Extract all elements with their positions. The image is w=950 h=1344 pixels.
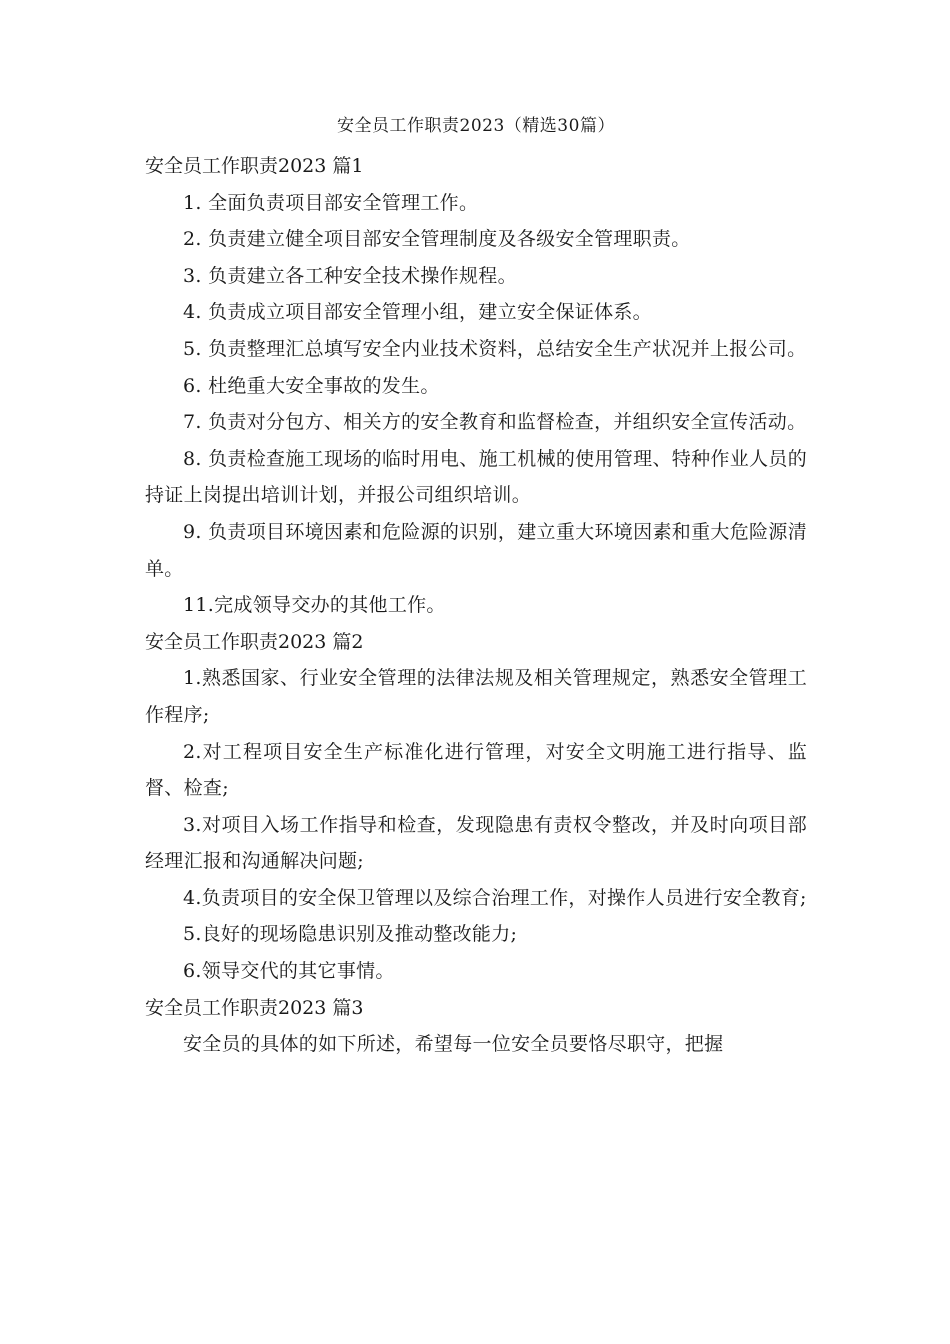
- paragraph: 安全员的具体的如下所述，希望每一位安全员要恪尽职守，把握: [183, 1033, 724, 1056]
- paragraph: 5.良好的现场隐患识别及推动整改能力;: [183, 923, 518, 946]
- paragraph: 5. 负责整理汇总填写安全内业技术资料，总结安全生产状况并上报公司。: [183, 337, 807, 360]
- section-3: [145, 990, 807, 1063]
- paragraph: 1.熟悉国家、行业安全管理的法律法规及相关管理规定，熟悉安全管理工作程序;: [145, 667, 807, 726]
- paragraph: 7. 负责对分包方、相关方的安全教育和监督检查，并组织安全宣传活动。: [183, 411, 807, 434]
- paragraph: 4. 负责成立项目部安全管理小组，建立安全保证体系。: [183, 301, 652, 324]
- section-1: [145, 148, 807, 624]
- paragraph: 11.完成领导交办的其他工作。: [183, 594, 446, 617]
- paragraph: 6. 杜绝重大安全事故的发生。: [183, 374, 440, 397]
- paragraph: 3. 负责建立各工种安全技术操作规程。: [183, 264, 517, 287]
- paragraph: 1. 全面负责项目部安全管理工作。: [183, 191, 479, 214]
- section-heading: 安全员工作职责2023 篇2: [145, 630, 364, 653]
- paragraph: 8. 负责检查施工现场的临时用电、施工机械的使用管理、特种作业人员的持证上岗提出培训计划，并报公司组织培训。: [145, 447, 807, 507]
- paragraph: 4.负责项目的安全保卫管理以及综合治理工作，对操作人员进行安全教育;: [183, 886, 807, 909]
- paragraph: 9. 负责项目环境因素和危险源的识别，建立重大环境因素和重大危险源清单。: [145, 520, 807, 580]
- document-page: [145, 112, 807, 1063]
- paragraph: 2. 负责建立健全项目部安全管理制度及各级安全管理职责。: [183, 228, 691, 251]
- paragraph: 3.对项目入场工作指导和检查，发现隐患有责权令整改，并及时向项目部经理汇报和沟通解决问题;: [145, 813, 807, 873]
- paragraph: 6.领导交代的其它事情。: [183, 960, 395, 983]
- paragraph: 2.对工程项目安全生产标准化进行管理，对安全文明施工进行指导、监督、检查;: [145, 740, 807, 800]
- section-2: [145, 624, 807, 990]
- document-title: 安全员工作职责2023（精选30篇）: [337, 116, 615, 136]
- section-heading: 安全员工作职责2023 篇3: [145, 996, 364, 1019]
- section-heading: 安全员工作职责2023 篇1: [145, 155, 364, 177]
